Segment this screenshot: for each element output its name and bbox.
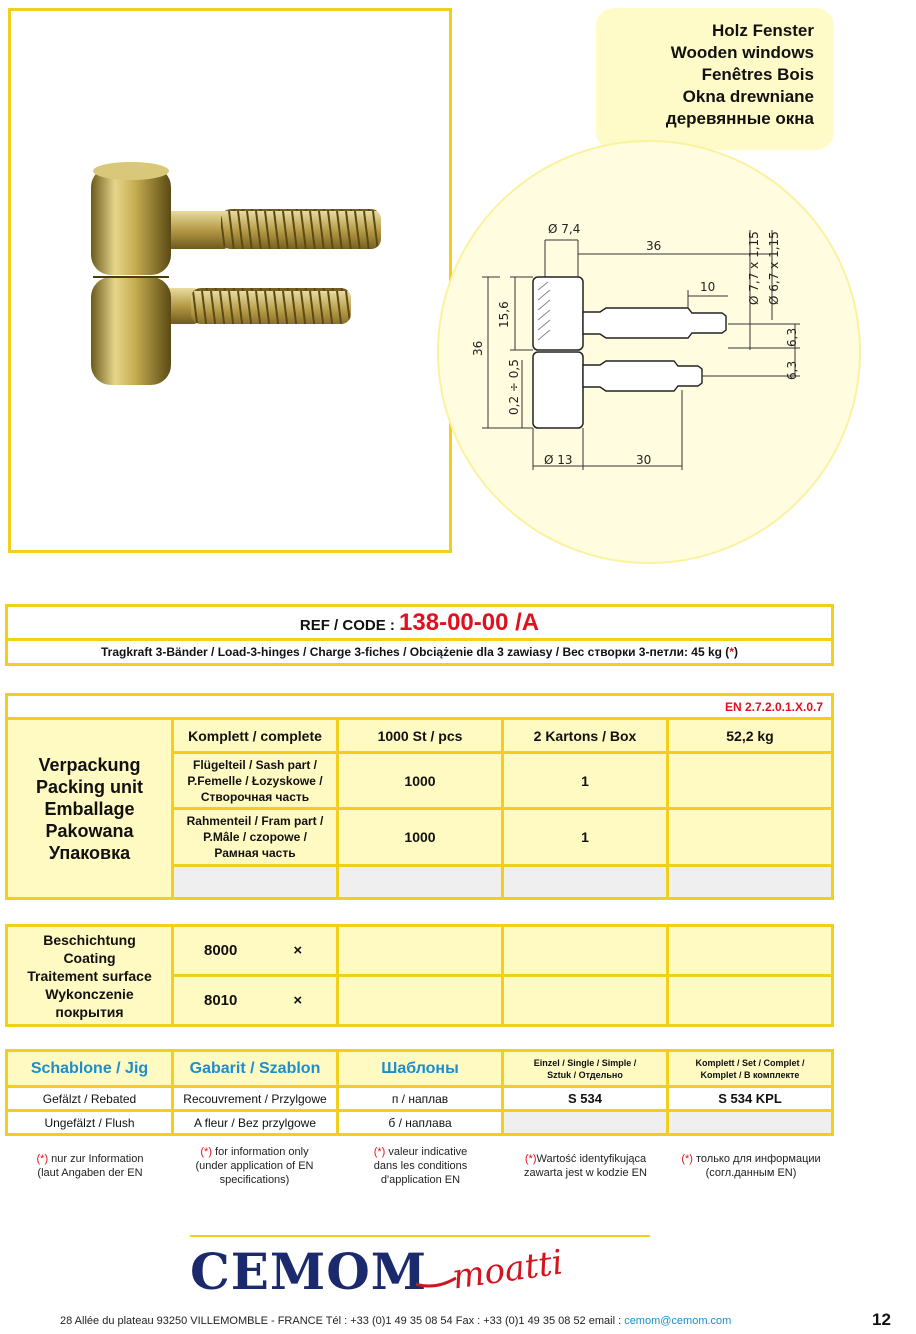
footnote-ru-line-1: только для информации [692, 1153, 821, 1165]
jig-table [5, 1049, 834, 1136]
footnote-en-line-3: specifications) [219, 1174, 290, 1186]
footnote-de [10, 1152, 170, 1180]
footer-address-text: 28 Allée du plateau 93250 VILLEMOMBLE - FRANCE Tél : +33 (0)1 49 35 08 54 Fax : +33 (0)1 49 35 08 52 email : [60, 1315, 625, 1327]
footnote-pl [503, 1152, 668, 1180]
jig-header-set-line-2: Komplet / В комплекте [700, 1069, 800, 1080]
jig-rebated-ru: п / наплав [338, 1087, 503, 1111]
packing-empty-1 [173, 866, 338, 899]
product-title-card [596, 8, 834, 150]
dim-30-label: 30 [636, 453, 652, 467]
jig-flush-de-en: Ungefälzt / Flush [7, 1111, 173, 1135]
footnote-de-star: (*) [36, 1153, 49, 1165]
packing-title-de: Verpackung [38, 754, 141, 775]
sash-part-label [173, 753, 338, 809]
jig-header-ru: Шаблоны [338, 1051, 503, 1087]
packing-header-pcs: 1000 St / pcs [338, 719, 503, 753]
sash-part-line-2: P.Femelle / Łozyskowe / [187, 773, 323, 788]
footnote-de-line-2: (laut Angaben der EN [37, 1167, 143, 1179]
jig-header-single [503, 1051, 668, 1087]
product-photo-frame [8, 8, 452, 553]
cemom-logo [190, 1240, 650, 1300]
jig-header-single-line-1: Einzel / Single / Simple / [533, 1057, 637, 1068]
footnote-en-star: (*) [200, 1146, 212, 1158]
coating-mark-8010: × [293, 992, 303, 1009]
coating-empty-1c [668, 926, 833, 976]
jig-rebated-de-en: Gefälzt / Rebated [7, 1087, 173, 1111]
packing-title-en: Packing unit [35, 776, 143, 797]
dim-6-3b-label: 6,3 [785, 360, 799, 380]
jig-header-set-line-1: Komplett / Set / Complet / [695, 1057, 805, 1068]
packing-empty-4 [668, 866, 833, 899]
frame-part-line-2: P.Mâle / czopowe / [203, 830, 307, 844]
footnote-fr-line-2: dans les conditions [373, 1160, 468, 1172]
coating-title-en: Coating [63, 949, 116, 966]
footnote-fr [338, 1145, 503, 1187]
packing-table [5, 693, 834, 900]
dim-36-top-label: 36 [646, 239, 662, 253]
sash-part-box: 1 [503, 753, 668, 809]
footnote-pl-star: (*) [524, 1153, 537, 1165]
frame-part-box: 1 [503, 809, 668, 866]
dim-d67-label: Ø 6,7 x 1,15 [767, 231, 781, 305]
packing-header-weight: 52,2 kg [668, 719, 833, 753]
footnote-pl-line-1: Wartość identyfikująca [536, 1153, 647, 1165]
load-close: ) [733, 645, 738, 659]
jig-header-fr-pl: Gabarit / Szablon [173, 1051, 338, 1087]
load-star: * [729, 645, 734, 659]
dim-15-6-label: 15,6 [497, 301, 511, 328]
cemom-logo-script: moatti [449, 1242, 566, 1298]
ref-code-value: 138-00-00 /A [399, 608, 540, 636]
title-line-pl: Okna drewniane [682, 87, 814, 106]
coating-empty-2a [338, 976, 503, 1026]
coating-table [5, 924, 834, 1027]
logo-swoosh-icon [416, 1264, 648, 1294]
coating-title-fr: Traitement surface [27, 967, 152, 984]
footnote-pl-line-2: zawarta jest w kodzie EN [524, 1167, 647, 1179]
ref-label: REF / CODE : [299, 616, 400, 634]
coating-code-8010: 8010 [204, 992, 238, 1009]
coating-title [7, 926, 173, 1026]
dim-d13-label: Ø 13 [544, 453, 573, 467]
ref-table [5, 604, 834, 666]
jig-flush-set [668, 1111, 833, 1135]
footnote-ru [668, 1152, 834, 1180]
load-text: Tragkraft 3-Bänder / Load-3-hinges / Charge 3-fiches / Obciążenie dla 3 zawiasy / Вес створки 3-петли: 45 kg ( [101, 645, 730, 659]
ref-code-cell [7, 606, 833, 640]
jig-rebated-single: S 534 [503, 1087, 668, 1111]
footer-email-link[interactable]: cemom@cemom.com [624, 1315, 732, 1327]
sash-part-line-3: Створочная часть [200, 789, 310, 804]
jig-rebated-set: S 534 KPL [668, 1087, 833, 1111]
packing-header-complete: Komplett / complete [173, 719, 338, 753]
load-text-cell [7, 640, 833, 665]
footnote-en [172, 1145, 337, 1187]
dim-d77-label: Ø 7,7 x 1,15 [747, 231, 761, 305]
packing-header-box: 2 Kartons / Box [503, 719, 668, 753]
footnote-fr-star: (*) [373, 1146, 386, 1158]
coating-title-ru: покрытия [55, 1003, 124, 1020]
hinge-photo-image [11, 11, 449, 550]
footer-divider [190, 1235, 650, 1237]
dim-10-label: 10 [700, 280, 716, 294]
dim-6-3a-label: 6,3 [785, 327, 799, 347]
jig-flush-single [503, 1111, 668, 1135]
dim-36-left-label: 36 [471, 340, 485, 356]
footnote-fr-line-1: valeur indicative [385, 1146, 468, 1158]
sash-part-qty: 1000 [338, 753, 503, 809]
title-line-ru: деревянные окна [665, 109, 814, 128]
sash-part-empty [668, 753, 833, 809]
footnote-en-line-2: (under application of EN [195, 1160, 314, 1172]
coating-empty-2c [668, 976, 833, 1026]
frame-part-empty [668, 809, 833, 866]
packing-empty-2 [338, 866, 503, 899]
jig-header-single-line-2: Sztuk / Отдельно [547, 1069, 623, 1080]
jig-rebated-fr-pl: Recouvrement / Przylgowe [173, 1087, 338, 1111]
frame-part-line-3: Рамная часть [214, 846, 296, 860]
title-line-fr: Fenêtres Bois [701, 65, 814, 84]
packing-empty-3 [503, 866, 668, 899]
title-line-en: Wooden windows [670, 43, 814, 62]
jig-header-set [668, 1051, 833, 1087]
footnote-fr-line-3: d'application EN [380, 1174, 461, 1186]
jig-header-de-en: Schablone / Jig [7, 1051, 173, 1087]
packing-title [7, 719, 173, 899]
dim-d74-label: Ø 7,4 [548, 222, 581, 236]
jig-flush-ru: б / наплава [338, 1111, 503, 1135]
technical-drawing [460, 200, 820, 490]
page-number: 12 [872, 1310, 891, 1329]
coating-empty-1a [338, 926, 503, 976]
footer-address [60, 1315, 731, 1327]
coating-mark-8000: × [293, 942, 303, 959]
cemom-logo-brand: CEMOM [190, 1242, 428, 1301]
footnote-en-line-1: for information only [212, 1146, 309, 1158]
coating-code-8000: 8000 [204, 942, 238, 959]
title-line-de: Holz Fenster [711, 21, 814, 40]
packing-title-ru: Упаковка [48, 842, 131, 863]
jig-flush-fr-pl: A fleur / Bez przylgowe [173, 1111, 338, 1135]
sash-part-line-1: Flügelteil / Sash part / [192, 757, 318, 772]
packing-title-pl: Pakowana [45, 820, 134, 841]
frame-part-line-1: Rahmenteil / Fram part / [186, 814, 324, 828]
frame-part-label [173, 809, 338, 866]
coating-option-8000 [173, 926, 338, 976]
coating-empty-2b [503, 976, 668, 1026]
footnote-ru-line-2: (согл.данным EN) [705, 1167, 797, 1179]
en-code: EN 2.7.2.0.1.X.0.7 [7, 695, 833, 719]
frame-part-qty: 1000 [338, 809, 503, 866]
coating-title-pl: Wykonczenie [45, 985, 134, 1002]
packing-title-fr: Emballage [44, 798, 135, 819]
coating-empty-1b [503, 926, 668, 976]
coating-title-de: Beschichtung [43, 931, 136, 948]
coating-option-8010 [173, 976, 338, 1026]
footnote-de-line-1: nur zur Information [48, 1153, 144, 1165]
dim-gap-label: 0,2 ÷ 0,5 [507, 359, 521, 415]
footnote-ru-star: (*) [681, 1153, 693, 1165]
